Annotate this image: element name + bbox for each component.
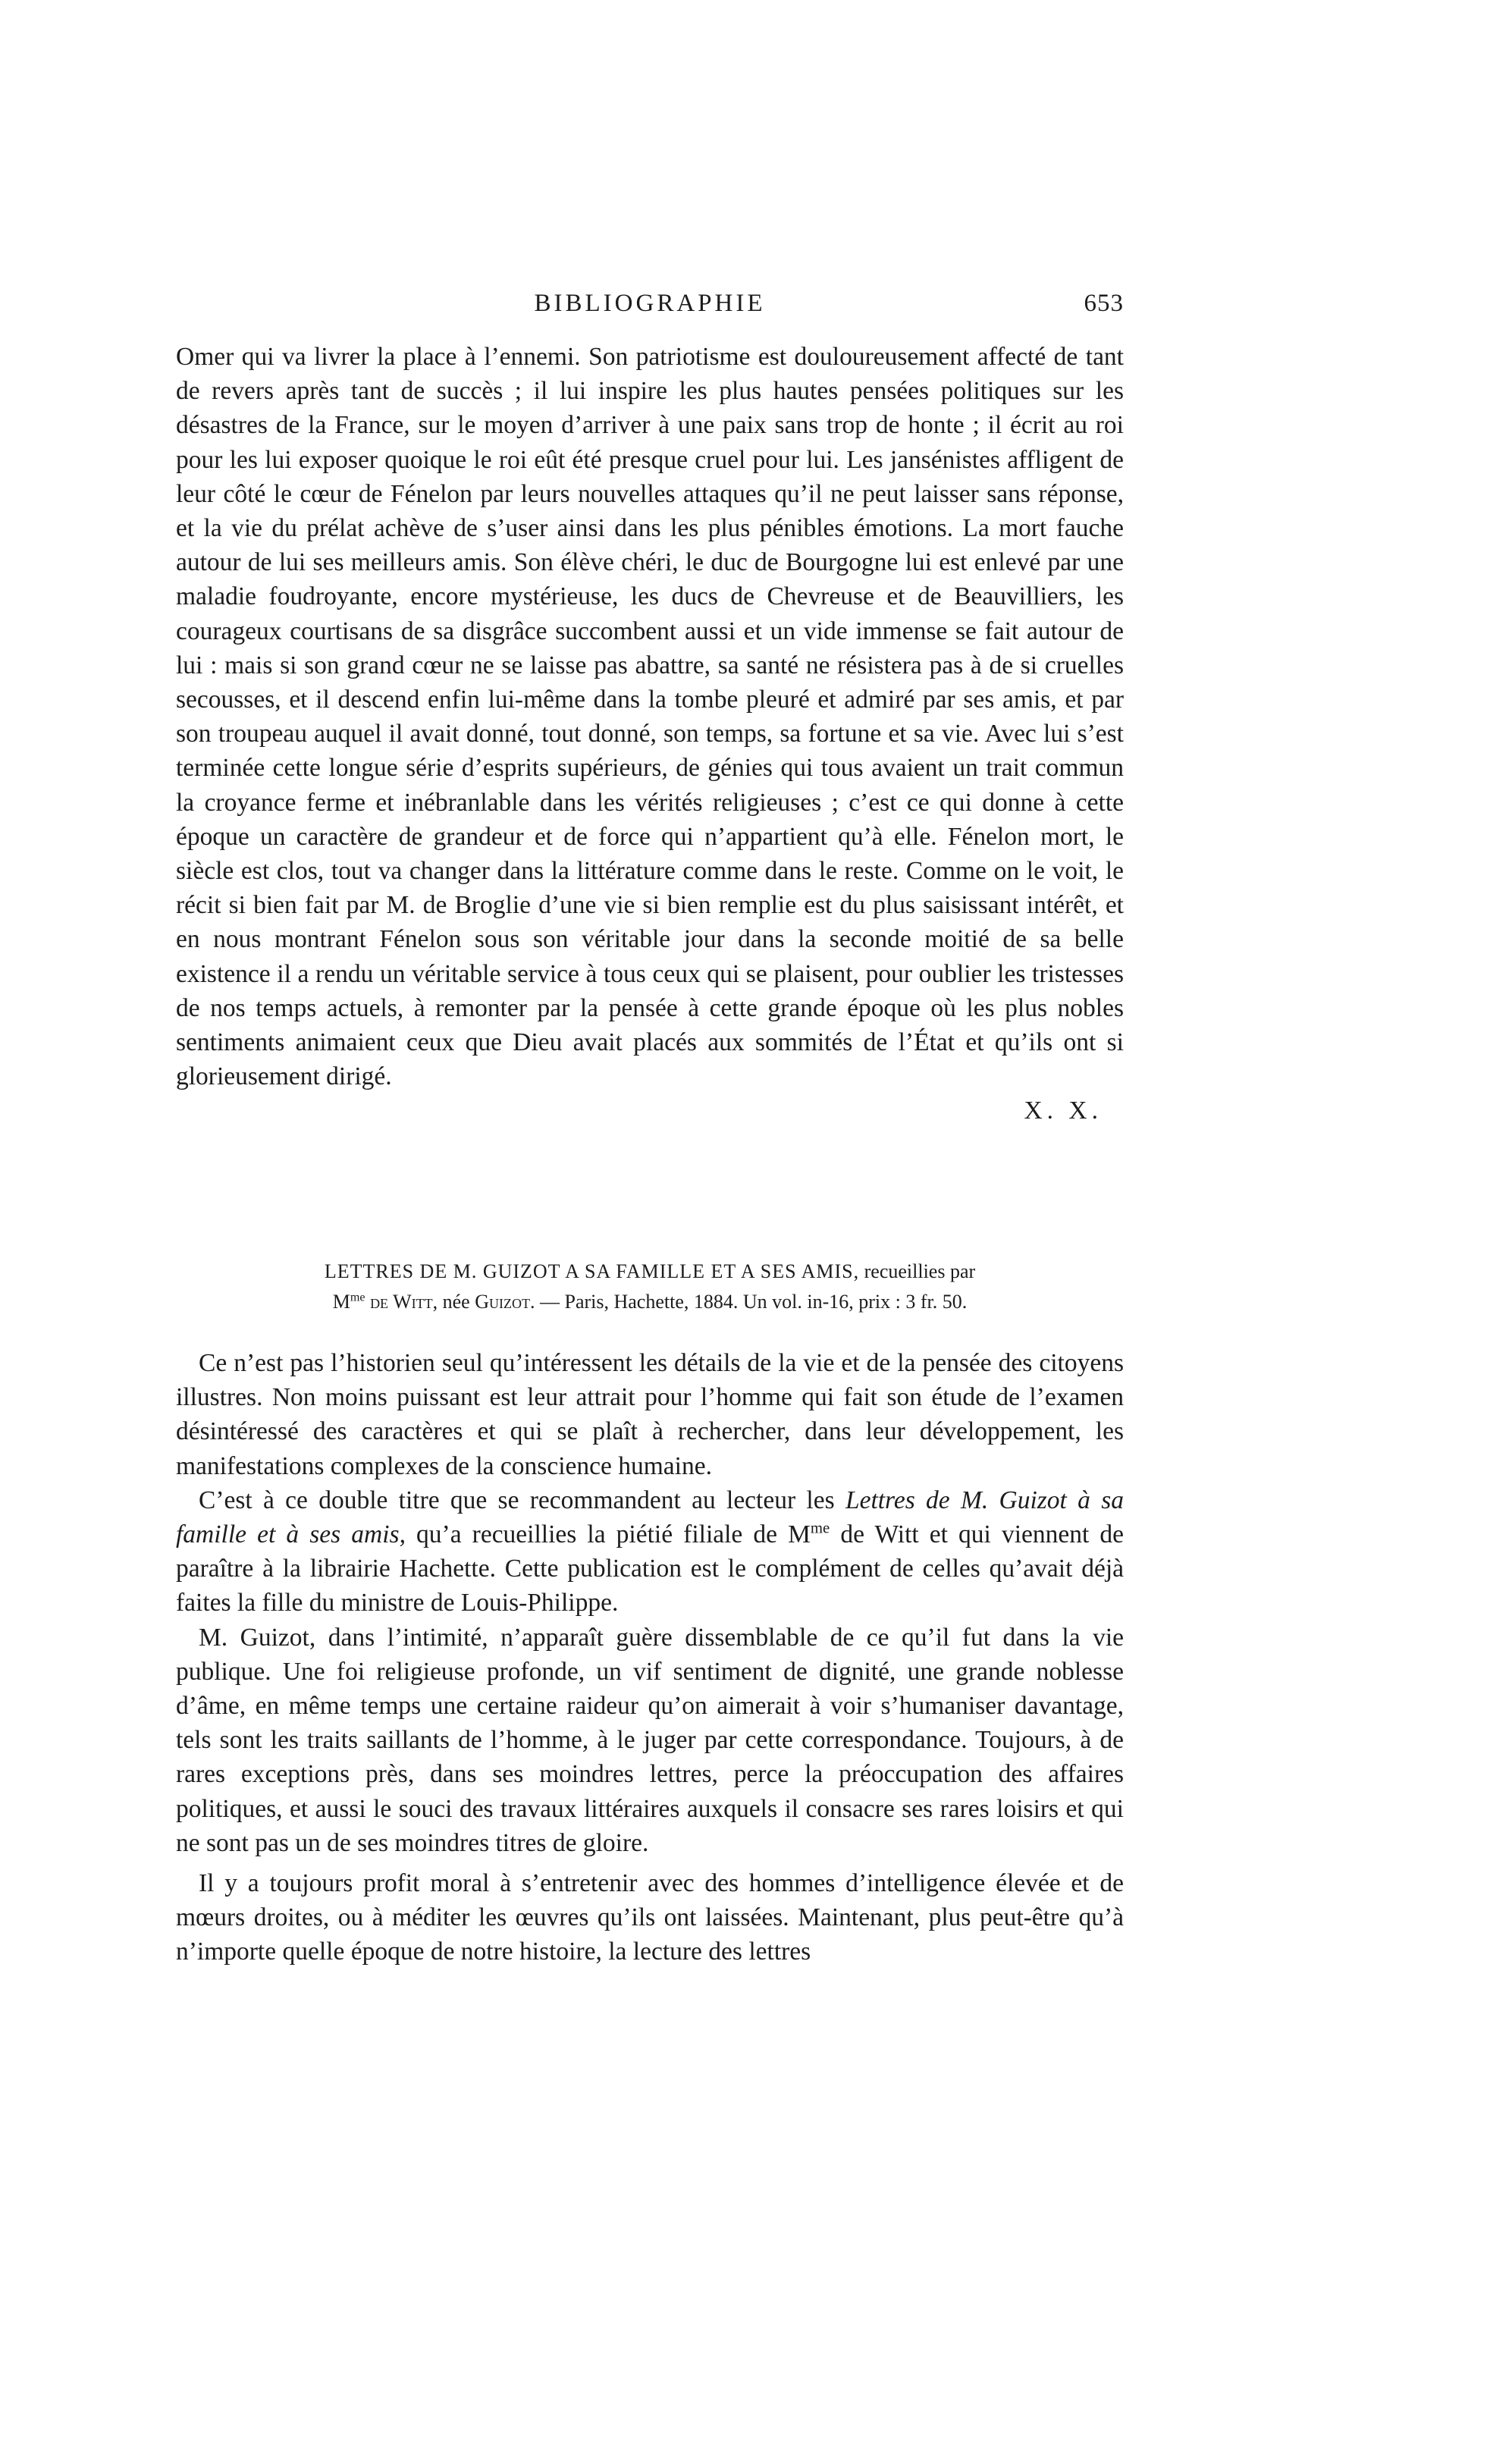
review-p2-book-title: Lettres de M. Guizot à sa famille et à ses amis,: [176, 1486, 1124, 1549]
review-paragraph-3: M. Guizot, dans l’intimité, n’apparaît guère dissemblable de ce qu’il fut dans la vie publique. Une foi religieuse profonde, un vif sentiment de dignité, une grande noblesse d’âme, en même temps une certaine raideur qu’on aimerait à voir s’humaniser davantage, tels sont les traits saillants de l’homme, à le juger par cette correspondance. Toujours, à de rares exceptions près, dans ses moindres lettres, perce la préoccupation des affaires politiques, et aussi le souci des travaux littéraires auxquels il consacre ses rares loisirs et qui ne sont pas un de ses moindres titres de gloire.: [176, 1623, 1124, 1857]
article-paragraph: [176, 340, 1124, 1093]
page-number: 653: [1084, 290, 1124, 317]
running-title: BIBLIOGRAPHIE: [534, 290, 766, 317]
review-compiler-born: , née: [432, 1291, 470, 1313]
review-heading: [176, 1257, 1124, 1317]
review-paragraph-4: Il y a toujours profit moral à s’entretenir avec des hommes d’intelligence élevée et de mœurs droites, ou à méditer les œuvres qu’ils ont laissées. Maintenant, plus peut-être qu’à n’importe quelle époque de notre histoire, la lecture des lettres: [176, 1869, 1124, 1966]
review-paragraph-2: [176, 1483, 1124, 1621]
article-text: Omer qui va livrer la place à l’ennemi. Son patriotisme est douloureusement affecté de tant de revers après tant de succès ; il lui inspire les plus hautes pensées politiques sur les désastres de la France, sur le moyen d’arriver à une paix sans trop de honte ; il écrit au roi pour les lui exposer quoique le roi eût été presque cruel pour lui. Les jansénistes affligent de leur côté le cœur de Fénelon par leurs nouvelles attaques qu’il ne peut laisser sans réponse, et la vie du prélat achève de s’user ainsi dans les plus pénibles émotions. La mort fauche autour de lui ses meilleurs amis. Son élève chéri, le duc de Bourgogne lui est enlevé par une maladie foudroyante, encore mystérieuse, les ducs de Chevreuse et de Beauvilliers, les courageux courtisans de sa disgrâce succombent aussi et un vide immense se fait autour de lui : mais si son grand cœur ne se laisse pas abattre, sa santé ne résistera pas à de si cruelles secousses, et il descend enfin lui-même dans la tombe pleuré et admiré par ses amis, et par son troupeau auquel il avait donné, tout donné, son temps, sa fortune et sa vie. Avec lui s’est terminée cette longue série d’esprits supérieurs, de génies qui tous avaient un trait commun la croyance ferme et inébranlable dans les vérités religieuses ; c’est ce qui donne à cette époque un caractère de grandeur et de force qui n’appartient qu’à elle. Fénelon mort, le siècle est clos, tout va changer dans la littérature comme dans le reste. Comme on le voit, le récit si bien fait par M. de Broglie d’une vie si bien remplie est du plus saisissant intérêt, et en nous montrant Fénelon sous son véritable jour dans la seconde moitié de sa belle existence il a rendu un véritable service à tous ceux qui se plaisent, pour oublier les tristesses de nos temps actuels, à remonter par la pensée à cette grande époque où les plus nobles sentiments animaient ceux que Dieu avait placés aux sommités de l’État et qu’ils ont si glorieusement dirigé.: [176, 343, 1124, 1091]
review-publication: . — Paris, Hachette, 1884. Un vol. in-16, prix : 3 fr. 50.: [529, 1291, 968, 1313]
review-compiler-prefix: recueillies par: [864, 1260, 976, 1282]
article-signature: X. X.: [1024, 1097, 1103, 1125]
review-p2-end: de Witt et qui viennent de paraître à la librairie Hachette. Cette publication est le complément de celles qu’avait déjà faites la fille du ministre de Louis-Philippe.: [176, 1520, 1125, 1617]
continued-article: [176, 340, 1124, 1128]
review-body: [176, 1346, 1124, 1969]
review-compiler-title: M: [332, 1291, 350, 1313]
review-p2-start: C’est à ce double titre que se recommandent au lecteur les: [199, 1486, 835, 1514]
review-compiler-name: de Witt: [370, 1291, 433, 1313]
review-heading-line-2: [176, 1287, 1124, 1317]
review-p2-middle: qu’a recueillies la piétié filiale de M: [416, 1520, 811, 1549]
review-compiler-title-sup: me: [350, 1291, 365, 1304]
review-p2-sup: me: [810, 1519, 830, 1537]
running-head: [176, 290, 1124, 328]
review-heading-line-1: [176, 1257, 1124, 1287]
review-paragraph-1: Ce n’est pas l’historien seul qu’intéressent les détails de la vie et de la pensée des citoyens illustres. Non moins puissant est leur attrait pour l’homme qui fait son étude de l’examen désintéressé des caractères et qui se plaît à rechercher, dans leur développement, les manifestations complexes de la conscience humaine.: [176, 1349, 1124, 1480]
review-compiler-maiden: Guizot: [475, 1291, 530, 1313]
review-book-title: LETTRES DE M. GUIZOT A SA FAMILLE ET A SES AMIS,: [324, 1260, 860, 1282]
